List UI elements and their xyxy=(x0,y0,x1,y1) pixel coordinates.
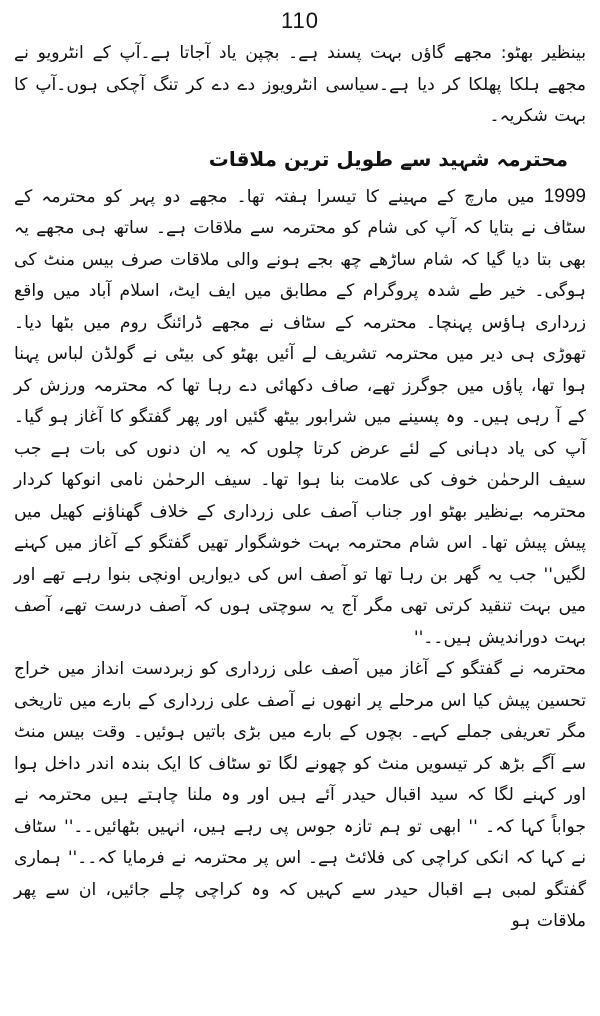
year: 1999 xyxy=(543,185,586,207)
paragraph-1-text: میں مارچ کے مہینے کا تیسرا ہفتہ تھا۔ مجھے دو پہر کو محترمہ کے سٹاف نے بتایا کہ آپ کی شام کو محترمہ سے ملاقات ہے۔ ساتھ ہی مجھے یہ بھی بتا دیا گیا کہ شام ساڑھے چھ بجے ہونے والی ملاقات صرف بیس منٹ کی ہوگی۔ خیر طے شدہ پروگرام کے مطابق میں ایف ایٹ، اسلام آباد میں واقع زرداری ہاؤس پہنچا۔ محترمہ کے سٹاف نے مجھے ڈرائنگ روم میں بٹھا دیا۔ تھوڑی ہی دیر میں محترمہ تشریف لے آئیں بھٹو کی بیٹی نے گولڈن لباس پہنا ہوا تھا، پاؤں میں جوگرز تھے، صاف دکھائی دے رہا تھا کہ محترمہ ورزش کر کے آ رہی ہیں۔ وہ پسینے میں شرابور بیٹھ گئیں اور پھر گفتگو کا آغاز ہو گیا۔ آپ کی یاد دہانی کے لئے عرض کرتا چلوں کہ یہ ان دنوں کی بات ہے جب سیف الرحمٰن خوف کی علامت بنا ہوا تھا۔ سیف الرحمٰن نامی انوکھا کردار محترمہ بےنظیر بھٹو اور جناب آصف علی زرداری کے خلاف گھناؤنے کھیل میں پیش پیش تھا۔ اس شام محترمہ بہت خوشگوار تھیں گفتگو کے آغاز میں کہنے لگیں'' جب یہ گھر بن رہا تھا تو آصف اس کی دیواریں اونچی بنوا رہے تھے اور میں بہت تنقید کرتی تھی مگر آج یہ سوچتی ہوں کہ آصف درست تھے، آصف بہت دوراندیش ہیں۔۔'' xyxy=(14,186,586,648)
article-body xyxy=(14,181,586,938)
section-heading: محترمہ شہید سے طویل ترین ملاقات xyxy=(208,146,568,171)
paragraph-1 xyxy=(14,181,586,655)
intro-section xyxy=(14,38,586,133)
intro-paragraph: بینظیر بھٹو: مجھے گاؤں بہت پسند ہے۔ بچپن یاد آجاتا ہے۔آپ کے انٹرویو نے مجھے ہلکا پھلکا کر دیا ہے۔سیاسی انٹرویوز دے دے کر تنگ آچکی ہوں۔آپ کا بہت شکریہ۔ xyxy=(14,43,586,126)
page-number: 110 xyxy=(280,8,320,33)
paragraph-2: محترمہ نے گفتگو کے آغاز میں آصف علی زرداری کو زبردست انداز میں خراج تحسین پیش کیا اس مرحلے پر انھوں نے آصف علی زرداری کے بارے میں تاریخی مگر تعریفی جملے کہے۔ بچوں کے بارے میں بڑی باتیں ہوئیں۔ وقت بیس منٹ سے آگے بڑھ کر تیسویں منٹ کو چھونے لگا تو سٹاف کا ایک بندہ اندر داخل ہوا اور کہنے لگا کہ سید اقبال حیدر آئے ہیں اور وہ ملنا چاہتے ہیں محترمہ نے جواباً کہا کہ۔ '' ابھی تو ہم تازہ جوس پی رہے ہیں، انہیں بٹھائیں۔۔'' سٹاف نے کہا کہ انکی کراچی کی فلائٹ ہے۔ اس پر محترمہ نے فرمایا کہ۔۔'' ہماری گفتگو لمبی ہے اقبال حیدر سے کہیں کہ وہ کراچی چلے جائیں، ان سے پھر ملاقات ہو xyxy=(14,659,586,931)
